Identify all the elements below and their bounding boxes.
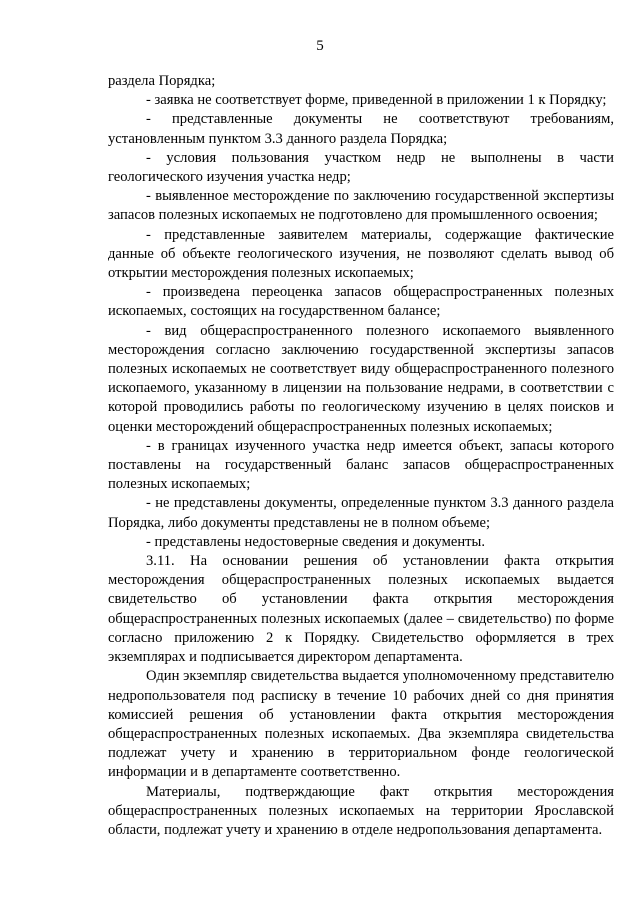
- paragraph: - произведена переоценка запасов общераспространенных полезных ископаемых, состоящих на государственном балансе;: [108, 284, 614, 320]
- paragraph: раздела Порядка;: [108, 73, 216, 89]
- paragraph: - выявленное месторождение по заключению государственной экспертизы запасов полезных ископаемых не подготовлено для промышленного освоения;: [108, 188, 614, 224]
- paragraph: - условия пользования участком недр не выполнены в части геологического изучения участка недр;: [108, 149, 614, 186]
- document-body: [108, 72, 614, 840]
- paragraph: - заявка не соответствует форме, приведенной в приложении 1 к Порядку;: [146, 92, 607, 109]
- paragraph: - представленные документы не соответствуют требованиям, установленным пунктом 3.3 данного раздела Порядка;: [108, 111, 614, 147]
- paragraph: - в границах изученного участка недр имеется объект, запасы которого поставлены на государственный баланс запасов общераспространенных полезных ископаемых;: [108, 437, 614, 493]
- paragraph: - представлены недостоверные сведения и документы.: [146, 533, 485, 550]
- page-number: 5: [316, 38, 324, 54]
- paragraph: 3.11. На основании решения об установлении факта открытия месторождения общераспространенных полезных ископаемых выдается свидетельство об установлении факта открытия месторождения общераспространенных полезных ископаемых (далее – свидетельство) по форме согласно приложению 2 к Порядку. Свидетельство оформляется в трех экземплярах и подписывается директором департамента.: [108, 553, 614, 666]
- paragraph: - представленные заявителем материалы, содержащие фактические данные об объекте геологического изучения, не позволяют сделать вывод об открытии месторождения полезных ископаемых;: [108, 226, 614, 282]
- paragraph: Материалы, подтверждающие факт открытия месторождения общераспространенных полезных ископаемых на территории Ярославской области, подлежат учету и хранению в отделе недропользования департамента.: [108, 783, 614, 838]
- paragraph: - вид общераспространенного полезного ископаемого выявленного месторождения согласно заключению государственной экспертизы запасов полезных ископаемых не соответствует виду общераспространенного полезного ископаемого, указанному в лицензии на пользование недрами, в соответствии с которой проводились работы по геологическому изучению в целях поисков и оценки месторождений общераспространенных полезных ископаемых;: [108, 322, 614, 435]
- paragraph: - не представлены документы, определенные пунктом 3.3 данного раздела Порядка, либо документы представлены не в полном объеме;: [108, 495, 614, 531]
- paragraph: Один экземпляр свидетельства выдается уполномоченному представителю недропользователя под расписку в течение 10 рабочих дней со дня принятия комиссией решения об установлении факта открытия месторождения общераспространенных полезных ископаемых. Два экземпляра свидетельства подлежат учету и хранению в территориальном фонде геологической информации и в департаменте соответственно.: [108, 668, 614, 781]
